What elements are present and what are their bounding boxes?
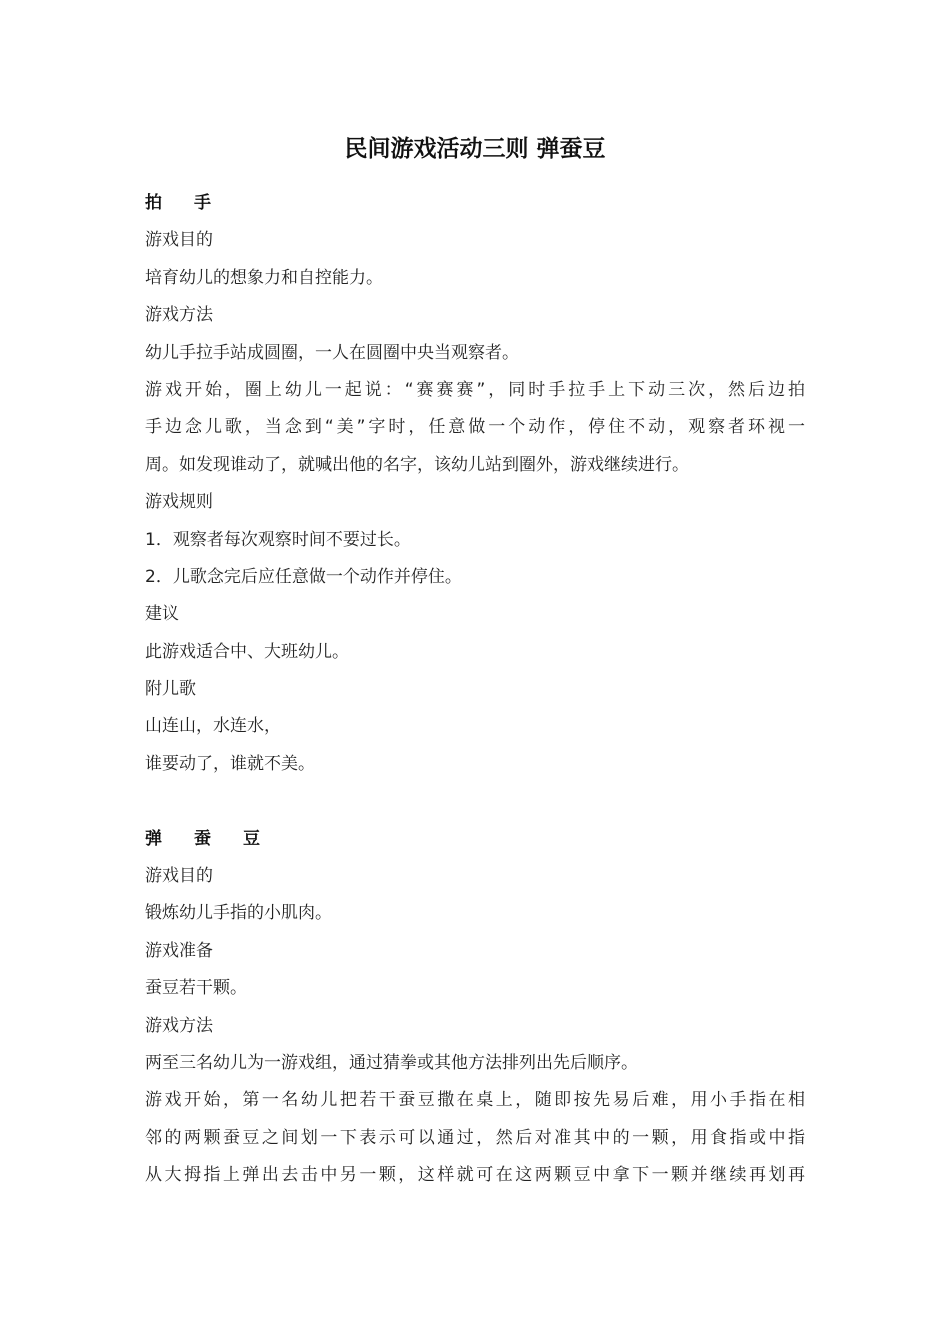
paragraph-line: 游戏方法 <box>145 1015 213 1036</box>
section-spacer <box>145 783 805 820</box>
paragraph-line: 2．儿歌念完后应任意做一个动作并停住。 <box>145 566 462 587</box>
heading-char: 豆 <box>243 828 260 849</box>
section-heading-broad-bean <box>145 821 805 858</box>
paragraph-line: 蚕豆若干颗。 <box>145 978 247 999</box>
paragraph-line: 游戏开始，圈上幼儿一起说：“赛赛赛”，同时手拉手上下动三次，然后边拍 <box>145 379 805 400</box>
paragraph-line: 从大拇指上弹出去击中另一颗，这样就可在这两颗豆中拿下一颗并继续再划再 <box>145 1165 805 1186</box>
heading-char: 弹 <box>145 828 162 849</box>
paragraph-line: 山连山，水连水， <box>145 716 281 737</box>
paragraph-line: 建议 <box>145 604 179 625</box>
paragraph-line: 培育幼儿的想象力和自控能力。 <box>145 267 383 288</box>
paragraph-line: 游戏目的 <box>145 866 213 887</box>
paragraph-line: 游戏准备 <box>145 940 213 961</box>
paragraph-line: 游戏开始，第一名幼儿把若干蚕豆撒在桌上，随即按先易后难，用小手指在相 <box>145 1090 805 1111</box>
paragraph-line: 邻的两颗蚕豆之间划一下表示可以通过，然后对准其中的一颗，用食指或中指 <box>145 1127 805 1148</box>
paragraph-line: 游戏方法 <box>145 305 213 326</box>
section-heading-clap <box>145 185 805 222</box>
document-title: 民间游戏活动三则 弹蚕豆 <box>344 136 606 162</box>
paragraph-line: 手边念儿歌，当念到“美”字时，任意做一个动作，停住不动，观察者环视一 <box>145 417 805 438</box>
paragraph-line: 周。如发现谁动了，就喊出他的名字，该幼儿站到圈外，游戏继续进行。 <box>145 454 689 475</box>
heading-char: 手 <box>194 193 211 213</box>
paragraph-line: 锻炼幼儿手指的小肌肉。 <box>145 903 332 924</box>
paragraph-line: 游戏目的 <box>145 230 213 251</box>
heading-char: 拍 <box>145 193 162 213</box>
document-body <box>145 185 805 1195</box>
paragraph-line: 附儿歌 <box>145 679 196 700</box>
paragraph-line: 游戏规则 <box>145 492 213 513</box>
paragraph-line: 幼儿手拉手站成圆圈，一人在圆圈中央当观察者。 <box>145 342 519 363</box>
paragraph-line: 谁要动了，谁就不美。 <box>145 753 315 774</box>
paragraph-line: 此游戏适合中、大班幼儿。 <box>145 641 349 662</box>
paragraph-line: 1．观察者每次观察时间不要过长。 <box>145 529 411 550</box>
paragraph-line: 两至三名幼儿为一游戏组，通过猜拳或其他方法排列出先后顺序。 <box>145 1052 638 1073</box>
heading-char: 蚕 <box>194 828 211 849</box>
